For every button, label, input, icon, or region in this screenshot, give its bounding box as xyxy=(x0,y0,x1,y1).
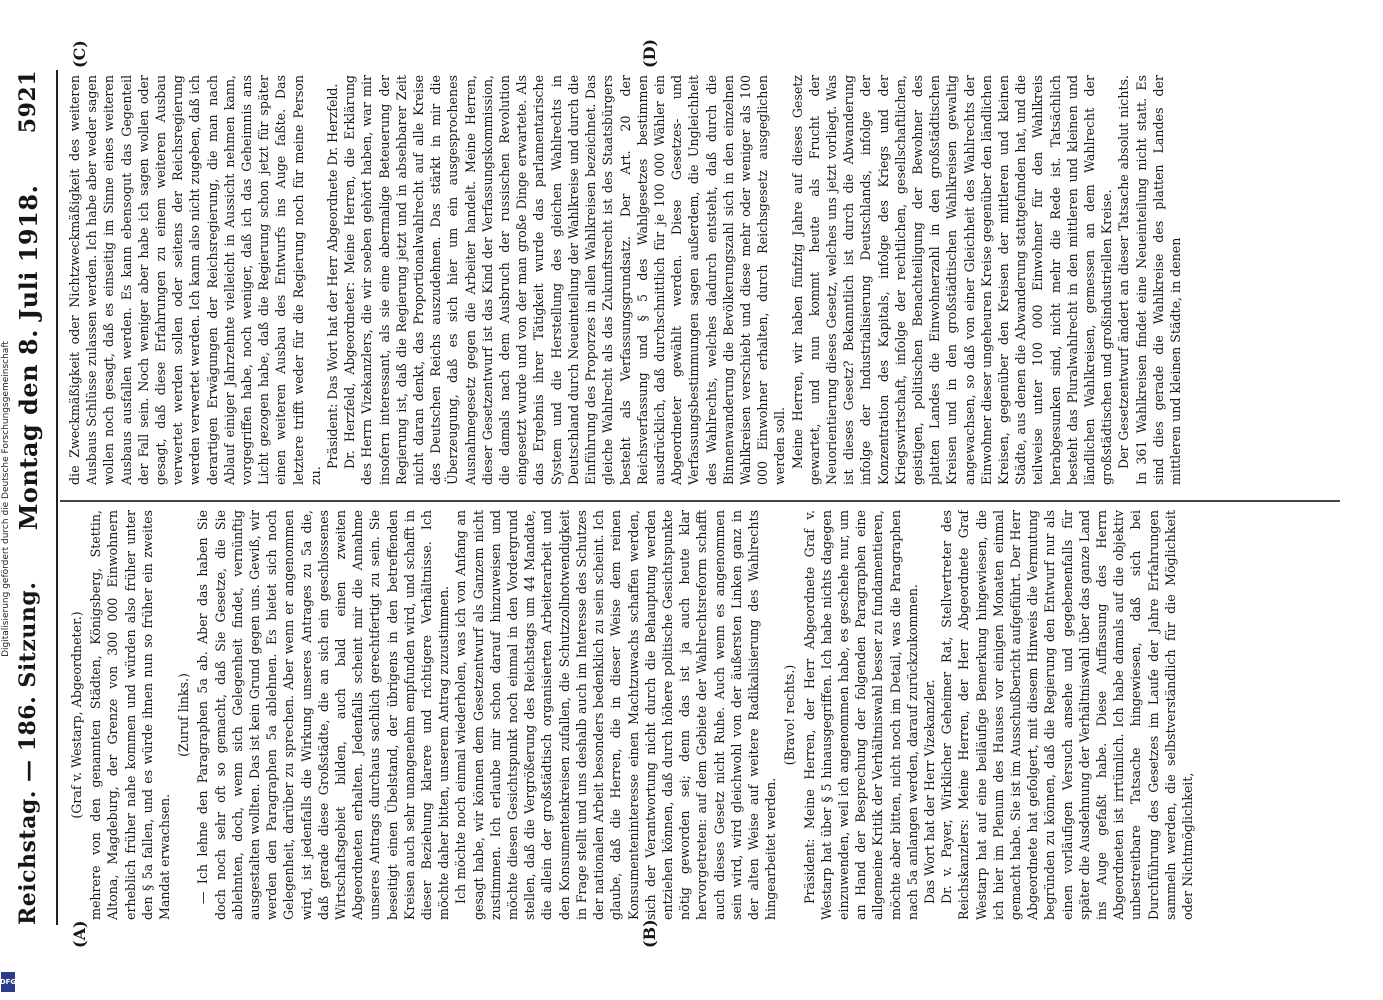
margin-marker-c: (C) xyxy=(70,40,89,68)
sidebar-credit: Digitalisierung gefördert durch die Deutsche Forschungsgemeinschaft xyxy=(1,341,11,657)
paragraph: Präsident: Meine Herren, der Herr Abgeordnete Graf v. Westarp hat über § 5 hinausgegriffen. Ich habe nichts dagegen einzuwenden, weil ich angenommen habe, es geschehe nur, um an Hand der Besprechung der folgenden Paragraphen eine allgemeine Kritik der Verhältniswahl besser zu fundamentieren, möchte aber bitten, nicht noch im Detail, was die Paragraphen nach 5a anlangen werden, darauf zurückzukommen. xyxy=(801,510,920,920)
interjection: (Zuruf links.) xyxy=(176,673,192,757)
page-number: 5921 xyxy=(15,70,41,134)
dfg-logo-badge: DFG xyxy=(1,972,15,992)
left-column xyxy=(66,510,1336,920)
paragraph: die Zweckmäßigkeit oder Nichtzweckmäßigkeit des weiteren Ausbaus Schlüsse zulassen werden. Ich habe aber weder sagen wollen noch gesagt, daß es einseitig im Sinne eines weiteren Ausbaus ausfallen werden. Es kann ebensogut das Gegenteil der Fall sein. Noch weniger aber habe ich sagen wollen oder gesagt, daß diese Erfahrungen zu einem weiteren Ausbau verwertet werden sollen oder seitens der Reichsregierung werden verwertet werden. Ich kann also nicht zugeben, daß ich derartigen Erwägungen der Reichsregierung, die man nach Ablauf einiger Jahrzehnte vielleicht in Aussicht nehmen kann, vorgegriffen habe, noch weniger, daß ich das Geheimnis ans Licht gezogen habe, daß die Regierung schon jetzt für später einen weiteren Ausbau des Entwurfs ins Auge faßte. Das letztere trifft weder für die Regierung noch für meine Person zu. xyxy=(67,75,323,485)
paragraph: — Ich lehne den Paragraphen 5a ab. Aber das haben Sie doch noch sehr oft so gemacht, daß Sie Gesetze, die Sie ablehnten, doch, wenn sich Gelegenheit findet, vernünftig ausgestalten wollten. Das ist kein Grund gegen uns. Gewiß, wir werden den Paragraphen 5a ablehnen. Es bietet sich noch Gelegenheit, darüber zu sprechen. Aber wenn er angenommen wird, ist jedenfalls die Wirkung unseres Antrages zu 5a die, daß gerade diese Großstädte, die an sich ein geschlossenes Wirtschaftsgebiet bilden, auch bald einen zweiten Abgeordneten erhalten. Jedenfalls scheint mir die Annahme unseres Antrags durchaus sachlich gerechtfertigt zu sein. Sie beseitigt einen Übelstand, der übrigens in den betreffenden Kreisen auch sehr unangenehm empfunden wird, und schafft in dieser Beziehung klarere und richtigere Verhältnisse. Ich möchte daher bitten, unserem Antrag zuzustimmen. xyxy=(195,510,452,920)
paragraph: Dr. v. Payer, Wirklicher Geheimer Rat, Stellvertreter des Reichskanzlers: Meine Herren, der Herr Abgeordnete Graf Westarp hat auf eine beiläufige Bemerkung hingewiesen, die ich hier im Plenum des Hauses vor einigen Monaten einmal gemacht habe. Sie ist im Ausschußbericht aufgeführt. Der Herr Abgeordnete hat gefolgert, mit diesem Hinweis die Vermutung begründen zu können, daß die Regierung den Entwurf nur als einen vorläufigen Versuch ansehe und gegebenenfalls für später die Ausdehnung der Verhältniswahl über das ganze Land ins Auge gefaßt habe. Diese Auffassung des Herrn Abgeordneten ist irrtümlich. Ich habe damals auf die objektiv unbestreitbare Tatsache hingewiesen, daß sich bei Durchführung des Gesetzes im Laufe der Jahre Erfahrungen sammeln werden, die selbstverständlich für die Möglichkeit oder Nichtmöglichkeit, xyxy=(939,510,1195,920)
margin-marker-d: (D) xyxy=(640,38,659,68)
header-date: Montag den 8. Juli 1918. xyxy=(13,184,43,531)
paragraph: mehrere von den genannten Städten, Königsberg, Stettin, Altona, Magdeburg, der Grenze von 300 000 Einwohnern erheblich früher nahe kommen und würden also früher unter den § 5a fallen, und es würde ihnen nun so früher ein zweites Mandat erwachsen. xyxy=(88,510,173,920)
paragraph: Der Gesetzentwurf ändert an dieser Tatsache absolut nichts. In 361 Wahlkreisen findet eine Neueinteilung nicht statt. Es sind dies gerade die Wahlkreise des platten Landes der mittleren und kleinen Städte, in denen xyxy=(1116,75,1183,485)
right-column xyxy=(66,75,1336,485)
interjection: (Bravo! rechts.) xyxy=(782,664,798,766)
paragraph: Präsident: Das Wort hat der Herr Abgeordnete Dr. Herzfeld. xyxy=(325,83,341,469)
speaker-note: (Graf v. Westarp, Abgeordneter.) xyxy=(69,611,84,819)
paragraph: Ich möchte noch einmal wiederholen, was ich von Anfang an gesagt habe, wir können dem Gesetzentwurf als Ganzem nicht zustimmen. Ich erlaube mir schon darauf hinzuweisen und möchte diesen Gesichtspunkt noch einmal in den Vordergrund stellen, daß die Vergrößerung des Reichstags um 44 Mandate, die allein der großstädtisch organisierten Arbeiterarbeit und den Konsumentenkreisen zufallen, die Schutzzollnotwendigkeit in Frage stellt und uns deshalb auch im Interesse des Schutzes der nationalen Arbeit besonders bedenklich zu sein scheint. Ich glaube, daß die Herren, die in dieser Weise dem reinen Konsumenteninteresse einen Machtzuwachs schaffen werden, sich der Verantwortung nicht durch die Behauptung werden entziehen können, daß durch höhere politische Gesichtspunkte nötig geworden sei; denn das ist ja auch heute klar hervorgetreten: auf dem Gebiete der Wahlrechtsreform schafft auch dieses Gesetz nicht Ruhe. Auch wenn es angenommen sein wird, wird gleichwohl von der äußersten Linken ganz in der alten Weise auf weitere Radikalisierung des Wahlrechts hingearbeitet werden. xyxy=(453,510,779,920)
paragraph: Dr. Herzfeld, Abgeordneter: Meine Herren, die Erklärung des Herrn Vizekanzlers, die wir soeben gehört haben, war mir insofern interessant, als sie eine abermalige Beteuerung der Regierung ist, daß die Regierung jetzt und in absehbarer Zeit nicht daran denkt, das Proportionalwahlrecht auf alle Kreise des Deutschen Reichs auszudehnen. Das stärkt in mir die Überzeugung, daß es sich hier um ein ausgesprochenes Ausnahmegesetz gegen die Arbeiter handelt. Meine Herren, dieser Gesetzentwurf ist das Kind der Verfassungskommission, die damals nach dem Ausbruch der russischen Revolution eingesetzt wurde und von der man große Dinge erwartete. Als das Ergebnis ihrer Tätigkeit wurde das parlamentarische System und die Herstellung des gleichen Wahlrechts in Deutschland durch Neueinteilung der Wahlkreise und durch die Einführung des Proporzes in allen Wahlkreisen bezeichnet. Das gleiche Wahlrecht als das Zukunftsrecht ist des Staatsbürgers besteht als Verfassungsgrundsatz. Der Art. 20 der Reichsverfassung und § 5 des Wahlgesetzes bestimmen ausdrücklich, daß durchschnittlich für je 100 000 Wähler ein Abgeordneter gewählt werden. Diese Gesetzes- und Verfassungsbestimmungen sagen außerdem, die Ungleichheit des Wahlrechts, welches dadurch entsteht, daß durch die Binnenwanderung die Bevölkerungszahl sich in den einzelnen Wahlkreisen verschiebt und diese mehr oder weniger als 100 000 Einwohner erhalten, durch Reichsgesetz ausgeglichen werden soll. xyxy=(342,75,788,485)
paragraph: Das Wort hat der Herr Vizekanzler. xyxy=(921,679,937,904)
margin-marker-a: (A) xyxy=(70,920,89,948)
margin-marker-b: (B) xyxy=(640,919,659,948)
digitization-sidebar xyxy=(0,0,16,1000)
header-left: Reichstag. — 186. Sitzung. xyxy=(15,581,41,925)
column-divider xyxy=(60,500,1340,502)
paragraph: Meine Herren, wir haben fünfzig Jahre auf dieses Gesetz gewartet, und nun kommt heute als Frucht der Neuorientierung dieses Gesetz, welches uns jetzt vorliegt. Was ist dieses Gesetz? Bekanntlich ist durch die Abwanderung infolge der Industrialisierung Deutschlands, infolge der Konzentration des Kapitals, infolge des Kriegs und der Kriegswirtschaft, infolge der rechtlichen, gesellschaftlichen, geistigen, politischen Benachteiligung der Bewohner des platten Landes die Einwohnerzahl in den großstädtischen Kreisen und in den großstädtischen Wahlkreisen gewaltig angewachsen, so daß von einer Gleichheit des Wahlrechts der Einwohner dieser ungeheuren Kreise gegenüber den ländlichen Kreisen, gegenüber den Kreisen der mittleren und kleinen Städte, aus denen die Abwanderung stattgefunden hat, und die teilweise unter 100 000 Einwohner für den Wahlkreis herabgesunken sind, nicht mehr die Rede ist. Tatsächlich besteht das Pluralwahlrecht in den mittleren und kleinen und ländlichen Wahlkreisen, gemessen an dem Wahlrecht der großstädtischen und großindustriellen Kreise. xyxy=(789,75,1115,485)
